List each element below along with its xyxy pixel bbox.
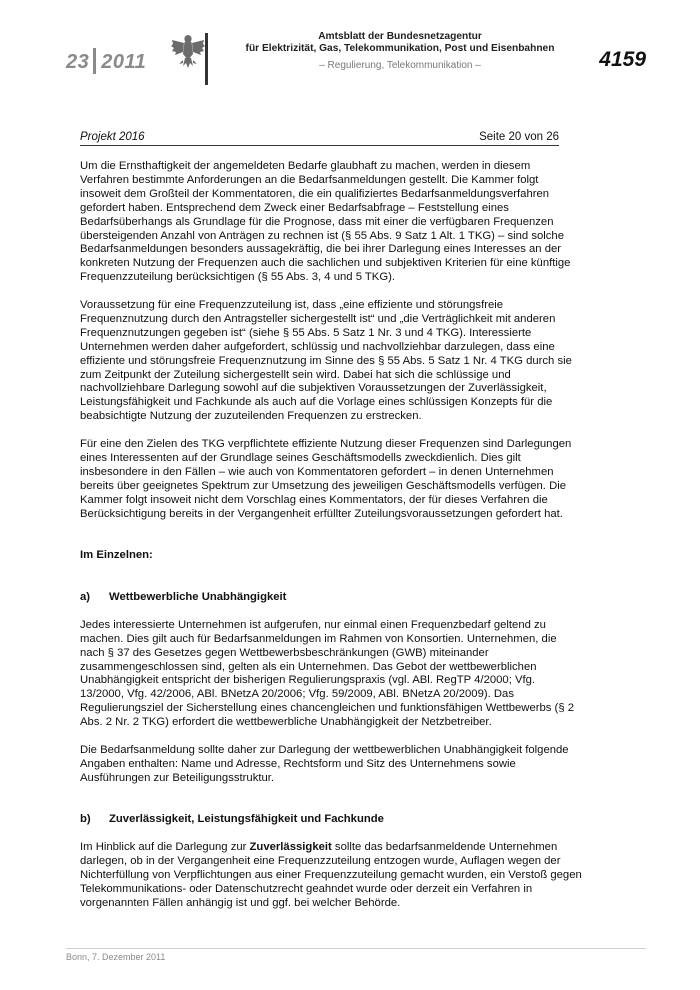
issue-year: 2011 — [101, 51, 147, 73]
issue-label — [66, 48, 146, 74]
paragraph-6-post: sollte das bedarfsanmeldende Unternehmen darlegen, ob in der Vergangenheit eine Frequenzzuteilung entzogen wurde, Auflagen wegen der Nichterfüllung von Verpflichtungen aus einer Frequenzzuteilung gemacht wurden, ein Verstoß gegen Telekommunikations- oder Datenschutzrecht geahndet wurde oder derzeit ein Verfahren in vorgenannten Fällen anhängig ist und ggf. bei welcher Behörde. — [80, 841, 582, 909]
issue-separator — [93, 48, 96, 74]
footer-date: Bonn, 7. Dezember 2011 — [66, 952, 166, 962]
footer-divider — [66, 948, 646, 949]
paragraph-6 — [80, 841, 582, 911]
running-header — [80, 131, 559, 146]
document-body — [80, 160, 582, 925]
paragraph-2: Voraussetzung für eine Frequenzzuteilung ist, dass „eine effiziente und störungsfreie Frequenznutzung durch den Antragsteller sichergestellt ist“ und „die Verträglichkeit mit anderen Frequenznutzungen gegeben ist“ (siehe § 55 Abs. 5 Satz 1 Nr. 3 und 4 TKG). Interessierte Unternehmen werden daher aufgefordert, schlüssig und nachvollziehbar darzulegen, dass eine effiziente und störungsfreie Frequenznutzung im Sinne des § 55 Abs. 5 Satz 1 Nr. 4 TKG durch sie zum Zeitpunkt der Zuteilung sichergestellt sein wird. Dabei hat sich die schlüssige und nachvollziehbare Darlegung sowohl auf die subjektiven Voraussetzungen der Zuverlässigkeit, Leistungsfähigkeit und Fachkunde als auch auf die Vorlage eines schlüssigen Konzepts für die beabsichtigte Nutzung der zuzuteilenden Frequenzen zu erstrecken. — [80, 299, 572, 423]
paragraph-1: Um die Ernsthaftigkeit der angemeldeten Bedarfe glaubhaft zu machen, werden in diesem Verfahren bestimmte Anforderungen an die Bedarfsanmeldungen gestellt. Die Kammer folgt insoweit dem Großteil der Kommentatoren, die ein qualifiziertes Bedarfsanmeldungsverfahren gefordert haben. Entsprechend dem Zweck einer Bedarfsabfrage – Feststellung eines Bedarfsüberhangs als Grundlage für die Prognose, dass mit einer die verfügbaren Frequenzen übersteigenden Anzahl von Anträgen zu rechnen ist (§ 55 Abs. 9 Satz 1 Alt. 1 TKG) – sind solche Bedarfsanmeldungen besonders aussagekräftig, die bei ihrer Darlegung eines Interesses an der konkreten Nutzung der Frequenzen auch die sachlichen und subjektiven Kriterien für eine künftige Frequenzzuteilung berücksichtigen (§ 55 Abs. 3, 4 und 5 TKG). — [80, 160, 571, 284]
paragraph-6-emphasis: Zuverlässigkeit — [249, 841, 332, 854]
paragraph-4: Jedes interessierte Unternehmen ist aufgerufen, nur einmal einen Frequenzbedarf geltend zu machen. Dies gilt auch für Bedarfsanmeldungen im Rahmen von Konsortien. Unternehmen, die nach § 37 des Gesetzes gegen Wettbewerbsbeschränkungen (GWB) miteinander zusammengeschlossen sind, gelten als ein Unternehmen. Das Gebot der wettbewerblichen Unabhängigkeit entspricht der bisherigen Regulierungspraxis (vgl. ABl. RegTP 4/2000; Vfg. 13/2000, Vfg. 42/2006, ABl. BNetzA 20/2006; Vfg. 59/2009, ABl. BNetzA 20/2009). Das Regulierungsziel der Sicherstellung eines chancengleichen und funktionsfähigen Wettbewerbs (§ 2 Abs. 2 Nr. 2 TKG) erfordert die wettbewerbliche Unabhängigkeit der Netzbetreiber. — [80, 618, 575, 729]
section-a-title: Wettbewerbliche Unabhängigkeit — [109, 591, 287, 604]
page-counter: Seite 20 von 26 — [479, 131, 559, 143]
paragraph-6-pre: Im Hinblick auf die Darlegung zur — [80, 841, 250, 854]
gazette-subtitle: – Regulierung, Telekommunikation – — [319, 60, 481, 71]
issue-number: 23 — [66, 51, 90, 73]
section-b-label: b) — [80, 813, 91, 826]
page-number: 4159 — [599, 48, 646, 71]
section-b-title: Zuverlässigkeit, Leistungsfähigkeit und Fachkunde — [109, 813, 384, 826]
paragraph-5: Die Bedarfsanmeldung sollte daher zur Darlegung der wettbewerblichen Unabhängigkeit folgende Angaben enthalten: Name und Adresse, Rechtsform und Sitz des Unternehmens sowie Ausführungen zur Beteiligungsstruktur. — [80, 743, 569, 784]
project-label: Projekt 2016 — [80, 131, 145, 143]
paragraph-3: Für eine den Zielen des TKG verpflichtete effiziente Nutzung dieser Frequenzen sind Darlegungen eines Interessenten auf der Grundlage seines Geschäftsmodells zweckdienlich. Dies gilt insbesondere in den Fällen – wie auch von Kommentatoren gefordert – in denen Unternehmen bereits über geeignetes Spektrum zur Umsetzung des jeweiligen Geschäftsmodells verfügen. Die Kammer folgt insoweit nicht dem Vorschlag eines Kommentators, der für dieses Verfahren die Berücksichtigung bereits in der Vergangenheit erfüllter Zuteilungsvoraussetzungen gefordert hat. — [80, 438, 572, 520]
section-a-heading — [80, 591, 582, 605]
gazette-title-line1: Amtsblatt der Bundesnetzagentur — [318, 31, 482, 42]
section-a-label: a) — [80, 591, 91, 604]
section-b-heading — [80, 813, 582, 827]
section-heading-einzelnen: Im Einzelnen: — [80, 549, 153, 562]
gazette-title — [200, 31, 600, 55]
gazette-title-line2: für Elektrizität, Gas, Telekommunikation, Post und Eisenbahnen — [245, 43, 555, 54]
